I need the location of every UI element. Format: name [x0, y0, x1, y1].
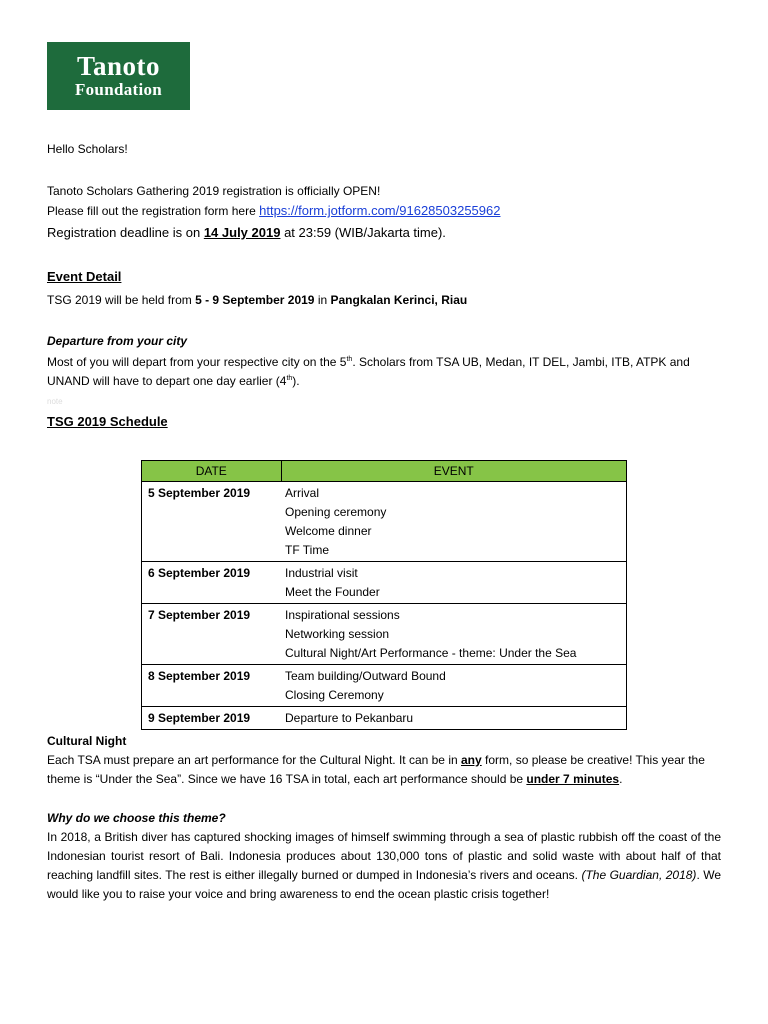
event-middle: in — [314, 293, 331, 307]
departure-l1-sup: th — [346, 356, 353, 363]
departure-l1-prefix: Most of you will depart from your respective city on the 5 — [47, 355, 347, 369]
schedule-table — [141, 460, 627, 730]
cultural-time-limit: under 7 minutes — [526, 772, 620, 786]
form-prefix: Please fill out the registration form here — [47, 204, 260, 218]
registration-form-line — [47, 203, 500, 219]
event-item: Team building/Outward Bound — [285, 669, 446, 683]
event-item: Opening ceremony — [285, 505, 387, 519]
cultural-p2: form, so please be creative! This year the theme is “Under the Sea”. Since we have 16 TSA in total, each art performance should be — [47, 753, 705, 786]
schedule-date: 6 September 2019 — [142, 562, 282, 604]
departure-l1-suffix: . Scholars from TSA UB, Medan, IT DEL, Jambi, ITB, ATPK and — [352, 355, 690, 369]
event-prefix: TSG 2019 will be held from — [47, 293, 196, 307]
schedule-events — [281, 604, 627, 665]
departure-l2-prefix: UNAND will have to depart one day earlier (4 — [47, 374, 287, 388]
event-item: Inspirational sessions — [285, 608, 400, 622]
event-detail-line — [47, 292, 467, 308]
theme-reason-paragraph — [47, 828, 721, 904]
column-header-date: DATE — [142, 461, 282, 482]
logo-line-2: Foundation — [74, 80, 163, 99]
registration-deadline-line — [47, 225, 446, 241]
schedule-events — [281, 482, 627, 562]
schedule-events — [281, 707, 627, 730]
deadline-suffix: (WIB/Jakarta time). — [334, 225, 446, 240]
schedule-header-row — [142, 461, 627, 482]
departure-heading: Departure from your city — [47, 334, 188, 348]
theme-reason-heading: Why do we choose this theme? — [47, 811, 226, 825]
column-header-event: EVENT — [281, 461, 627, 482]
event-item: Welcome dinner — [285, 524, 372, 538]
deadline-middle: at 23:59 — [280, 225, 335, 240]
event-item: Industrial visit — [285, 566, 358, 580]
event-item: TF Time — [285, 543, 329, 557]
cultural-night-heading: Cultural Night — [47, 734, 127, 748]
schedule-heading: TSG 2019 Schedule — [47, 414, 168, 429]
event-item: Departure to Pekanbaru — [285, 711, 414, 725]
registration-form-link[interactable]: https://form.jotform.com/91628503255962 — [259, 203, 501, 218]
event-detail-heading: Event Detail — [47, 269, 122, 284]
theme-citation: (The Guardian, 2018) — [581, 868, 697, 882]
event-location: Pangkalan Kerinci, Riau — [330, 293, 468, 307]
faded-note: note — [47, 397, 63, 406]
event-item: Meet the Founder — [285, 585, 380, 599]
event-item: Cultural Night/Art Performance - theme: Under the Sea — [285, 646, 577, 660]
departure-l2-sup: th — [286, 375, 293, 382]
table-row — [142, 665, 627, 707]
cultural-night-paragraph — [47, 751, 712, 789]
departure-l2-suffix: ). — [292, 374, 300, 388]
schedule-date: 8 September 2019 — [142, 665, 282, 707]
schedule-date: 7 September 2019 — [142, 604, 282, 665]
schedule-date: 5 September 2019 — [142, 482, 282, 562]
theme-body: In 2018, a British diver has captured shocking images of himself swimming through a sea of plastic rubbish off the coast of the Indonesian tourist resort of Bali. Indonesia produces about 130,000 tons of plastic and solid waste with about half of that reaching landfill sites. The rest is either illegally burned or dumped in Indonesia’s rivers and oceans. — [47, 830, 721, 882]
cultural-any: any — [461, 753, 482, 767]
event-dates: 5 - 9 September 2019 — [195, 293, 315, 307]
table-row — [142, 482, 627, 562]
table-row — [142, 562, 627, 604]
logo-line-1: Tanoto — [76, 51, 161, 81]
deadline-date: 14 July 2019 — [203, 225, 281, 240]
event-item: Networking session — [285, 627, 390, 641]
deadline-prefix: Registration deadline is on — [47, 225, 204, 240]
departure-line-1 — [47, 354, 690, 370]
table-row — [142, 707, 627, 730]
theme-closing: . We would like you to raise your voice and bring awareness to end the ocean plastic crisis together! — [47, 868, 722, 901]
schedule-date: 9 September 2019 — [142, 707, 282, 730]
table-row — [142, 604, 627, 665]
departure-line-2 — [47, 373, 300, 389]
greeting: Hello Scholars! — [47, 142, 128, 156]
cultural-p2-end: . — [619, 772, 623, 786]
schedule-events — [281, 562, 627, 604]
event-item: Closing Ceremony — [285, 688, 384, 702]
tanoto-foundation-logo — [47, 42, 190, 110]
registration-open-text: Tanoto Scholars Gathering 2019 registration is officially OPEN! — [47, 184, 381, 198]
event-item: Arrival — [285, 486, 320, 500]
cultural-p1: Each TSA must prepare an art performance for the Cultural Night. It can be in — [47, 753, 461, 767]
schedule-events — [281, 665, 627, 707]
